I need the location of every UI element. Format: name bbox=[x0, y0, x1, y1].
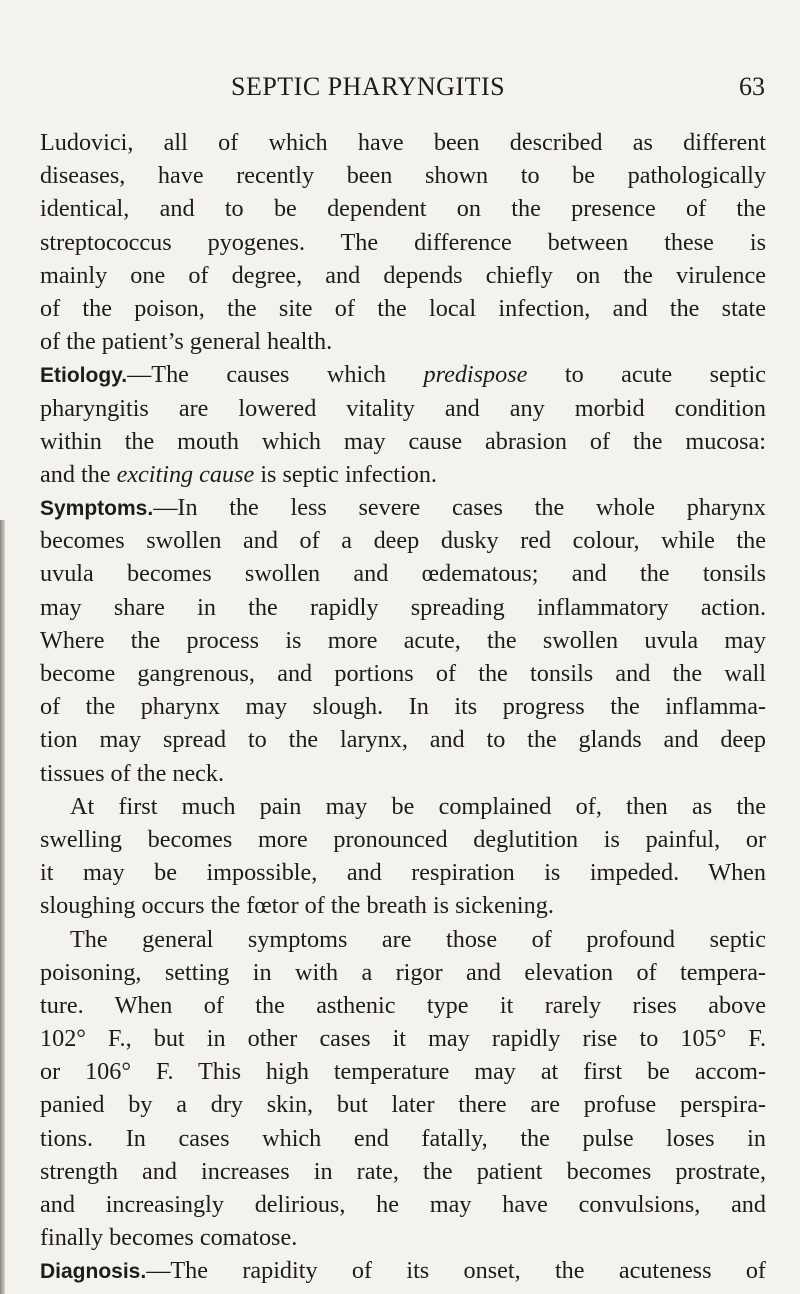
page-header bbox=[0, 72, 800, 112]
text-line: or 106° F. This high temperature may at first be accom- bbox=[40, 1058, 766, 1086]
text-line: of the pharynx may slough. In its progress the inflamma- bbox=[40, 693, 766, 721]
text-line: uvula becomes swollen and œdematous; and the tonsils bbox=[40, 560, 766, 588]
diagnosis-heading: Diagnosis. bbox=[40, 1260, 147, 1284]
text-span: to acute septic bbox=[527, 361, 766, 389]
text-line: Ludovici, all of which have been described as different bbox=[40, 129, 766, 156]
text-line: The general symptoms are those of profound septic bbox=[70, 925, 766, 953]
running-title: SEPTIC PHARYNGITIS bbox=[231, 72, 506, 101]
etiology-heading: Etiology. bbox=[40, 364, 128, 388]
text-line: tions. In cases which end fatally, the pulse loses in bbox=[40, 1124, 766, 1152]
symptoms-heading: Symptoms. bbox=[40, 497, 154, 521]
text-span: —The causes which bbox=[127, 361, 424, 389]
text-line: ture. When of the asthenic type it rarely rises above bbox=[40, 991, 766, 1019]
page-edge-shadow bbox=[0, 520, 5, 1294]
text-line: tion may spread to the larynx, and to the glands and deep bbox=[40, 726, 766, 754]
etiology-paragraph-line bbox=[40, 358, 766, 391]
text-line: of the poison, the site of the local infection, and the state bbox=[40, 294, 766, 322]
text-line: it may be impossible, and respiration is impeded. When bbox=[40, 859, 766, 887]
text-line: poisoning, setting in with a rigor and elevation of tempera- bbox=[40, 958, 766, 986]
text-span: and the bbox=[40, 460, 117, 488]
text-line: strength and increases in rate, the patient becomes prostrate, bbox=[40, 1157, 766, 1185]
text-line: and increasingly delirious, he may have convulsions, and bbox=[40, 1191, 766, 1218]
text-line: tissues of the neck. bbox=[40, 759, 225, 787]
text-span: is septic infection. bbox=[254, 460, 437, 488]
text-line: 102° F., but in other cases it may rapidly rise to 105° F. bbox=[40, 1025, 766, 1053]
italic-term: exciting cause bbox=[116, 460, 255, 488]
italic-term: predispose bbox=[423, 361, 528, 389]
body-text bbox=[40, 126, 766, 1288]
text-line: of the patient’s general health. bbox=[40, 328, 333, 356]
text-line: identical, and to be dependent on the presence of the bbox=[40, 195, 766, 223]
text-line bbox=[40, 458, 766, 491]
text-span: —The rapidity of its onset, the acuteness of bbox=[146, 1257, 766, 1285]
text-line: panied by a dry skin, but later there are profuse perspira- bbox=[40, 1091, 766, 1119]
text-line: Where the process is more acute, the swollen uvula may bbox=[40, 626, 766, 654]
text-line: At first much pain may be complained of, then as the bbox=[70, 792, 766, 820]
text-line: swelling becomes more pronounced deglutition is painful, or bbox=[40, 825, 766, 853]
text-line: become gangrenous, and portions of the tonsils and the wall bbox=[40, 660, 766, 687]
text-line: within the mouth which may cause abrasion of the mucosa: bbox=[40, 427, 766, 455]
page-number: 63 bbox=[739, 72, 765, 101]
text-line: finally becomes comatose. bbox=[40, 1224, 298, 1252]
text-span: —In the less severe cases the whole pharynx bbox=[153, 494, 766, 522]
symptoms-paragraph-line bbox=[40, 491, 766, 524]
text-line: mainly one of degree, and depends chiefly on the virulence bbox=[40, 261, 766, 289]
text-line: streptococcus pyogenes. The difference between these is bbox=[40, 228, 766, 256]
text-line: may share in the rapidly spreading inflammatory action. bbox=[40, 593, 766, 621]
text-line: diseases, have recently been shown to be pathologically bbox=[40, 162, 766, 190]
text-line: pharyngitis are lowered vitality and any morbid condition bbox=[40, 394, 766, 422]
text-line: becomes swollen and of a deep dusky red colour, while the bbox=[40, 527, 766, 555]
diagnosis-paragraph-line bbox=[40, 1254, 766, 1287]
text-line: sloughing occurs the fœtor of the breath is sickening. bbox=[40, 892, 554, 920]
